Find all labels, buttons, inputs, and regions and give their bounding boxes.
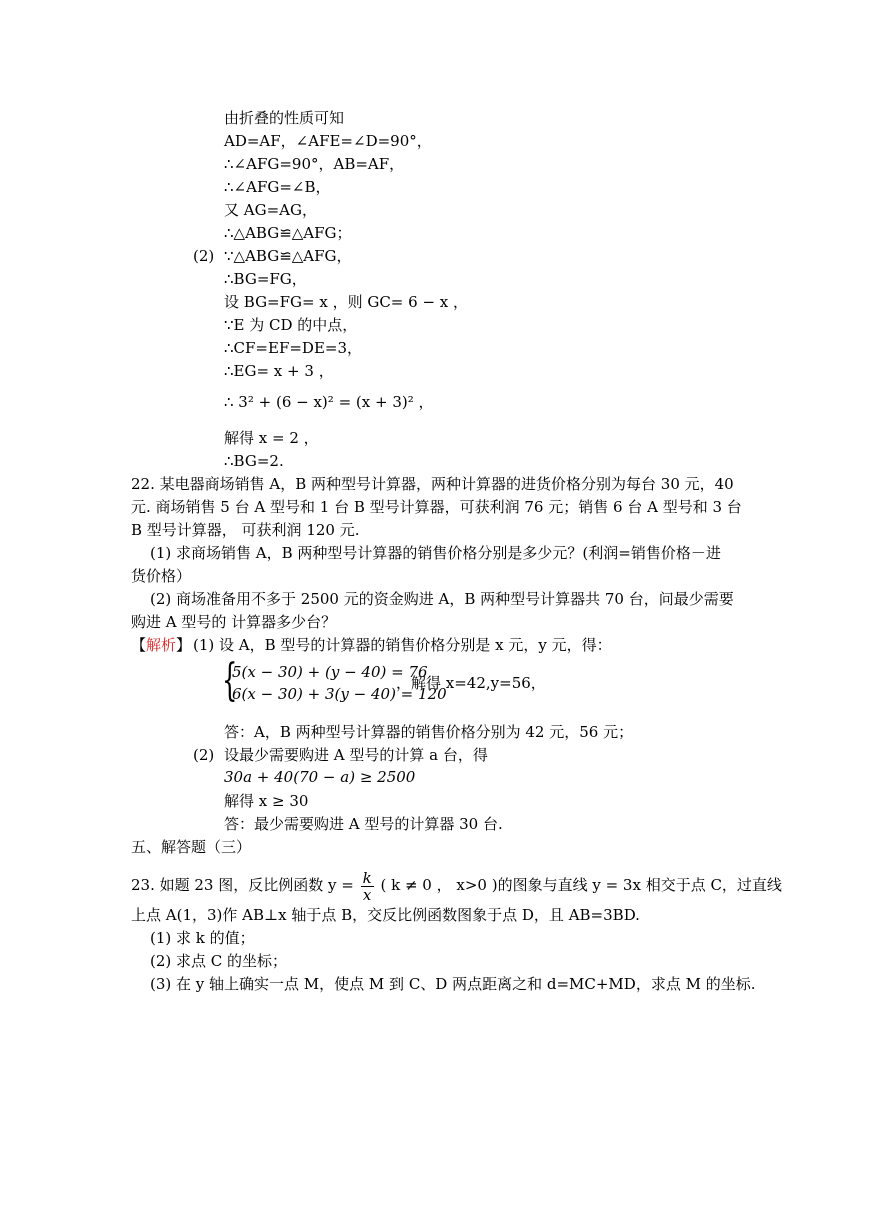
question-22-part-2: (2) 商场准备用不多于 2500 元的资金购进 A，B 两种型号计算器共 70 台，问最少需要 <box>150 590 734 608</box>
solution-step: (1) 设 A，B 型号的计算器的销售价格分别是 x 元，y 元，得： <box>193 636 612 654</box>
proof-line: ∴∠AFG=90°，AB=AF， <box>224 155 405 173</box>
fraction-k-over-x: $\frac{k}{x}$ <box>362 868 372 904</box>
proof-line: 解得 x = 2 ， <box>224 429 319 447</box>
proof-line: AD=AF，∠AFE=∠D=90°， <box>224 132 432 150</box>
part-label: (2) <box>193 247 215 265</box>
question-22-text: 22. 某电器商场销售 A，B 两种型号计算器，两种计算器的进货价格分别为每台 30 元，40 <box>131 475 734 493</box>
question-23-item: (3) 在 y 轴上确实一点 M，使点 M 到 C、D 两点距离之和 d=MC+MD，求点 M 的坐标. <box>150 975 756 993</box>
question-23-text: 上点 A(1，3)作 AB⊥x 轴于点 B，交反比例函数图象于点 D，且 AB=3BD. <box>131 906 640 924</box>
equation-line: ∴ 3² + (6 − x)² = (x + 3)² ， <box>224 393 434 411</box>
question-22-text: 元. 商场销售 5 台 A 型号和 1 台 B 型号计算器，可获利润 76 元；销售 6 台 A 型号和 3 台 <box>131 498 742 516</box>
question-23-item: (1) 求 k 的值； <box>150 929 255 947</box>
proof-line: ∵△ABG≌△AFG， <box>224 247 352 265</box>
proof-line: ∴△ABG≌△AFG； <box>224 224 352 242</box>
proof-line: ∴BG=FG， <box>224 270 307 288</box>
system-brace: { <box>222 655 238 706</box>
question-23-item: (2) 求点 C 的坐标； <box>150 952 288 970</box>
question-22-text: B 型号计算器， 可获利润 120 元. <box>131 521 360 539</box>
solution-tag: 【解析】 <box>131 636 192 654</box>
system-equation-1: 5(x − 30) + (y − 40) = 76 <box>232 663 428 681</box>
question-23-text: 23. 如题 23 图，反比例函数 y = $\frac{k}{x}$ ( k ≠ 0 ， x>0 )的图象与直线 y = 3x 相交于点 C，过直线 <box>131 868 782 904</box>
proof-line: ∴∠AFG=∠B， <box>224 178 331 196</box>
answer-line: 答：A，B 两种型号计算器的销售价格分别为 42 元，56 元； <box>224 723 634 741</box>
part-label: (2) <box>193 746 215 764</box>
question-22-part-1: (1) 求商场销售 A，B 两种型号计算器的销售价格分别是多少元？(利润=销售价格－进 <box>150 544 721 562</box>
proof-line: 设 BG=FG= x ，则 GC= 6 − x ， <box>224 293 469 311</box>
solution-step: 解得 x ≥ 30 <box>224 792 309 810</box>
proof-line: 由折叠的性质可知 <box>224 109 345 127</box>
section-heading: 五、解答题（三） <box>131 838 252 856</box>
solution-step: 设最少需要购进 A 型号的计算 a 台，得 <box>224 746 488 764</box>
system-result: ，解得 x=42,y=56， <box>396 674 546 692</box>
solution-label: 解析 <box>146 636 177 654</box>
proof-line: ∴CF=EF=DE=3， <box>224 339 363 357</box>
question-22-part-2: 购进 A 型号的 计算器多少台？ <box>131 613 337 631</box>
proof-line: ∴BG=2. <box>224 452 284 470</box>
proof-line: 又 AG=AG， <box>224 201 317 219</box>
answer-line: 答：最少需要购进 A 型号的计算器 30 台. <box>224 815 503 833</box>
proof-line: ∴EG= x + 3 ， <box>224 362 334 380</box>
proof-line: ∵E 为 CD 的中点， <box>224 316 358 334</box>
inequality: 30a + 40(70 − a) ≥ 2500 <box>224 768 416 786</box>
question-22-part-1: 货价格） <box>131 567 192 585</box>
system-equation-2: 6(x − 30) + 3(y − 40) = 120 <box>232 685 447 703</box>
